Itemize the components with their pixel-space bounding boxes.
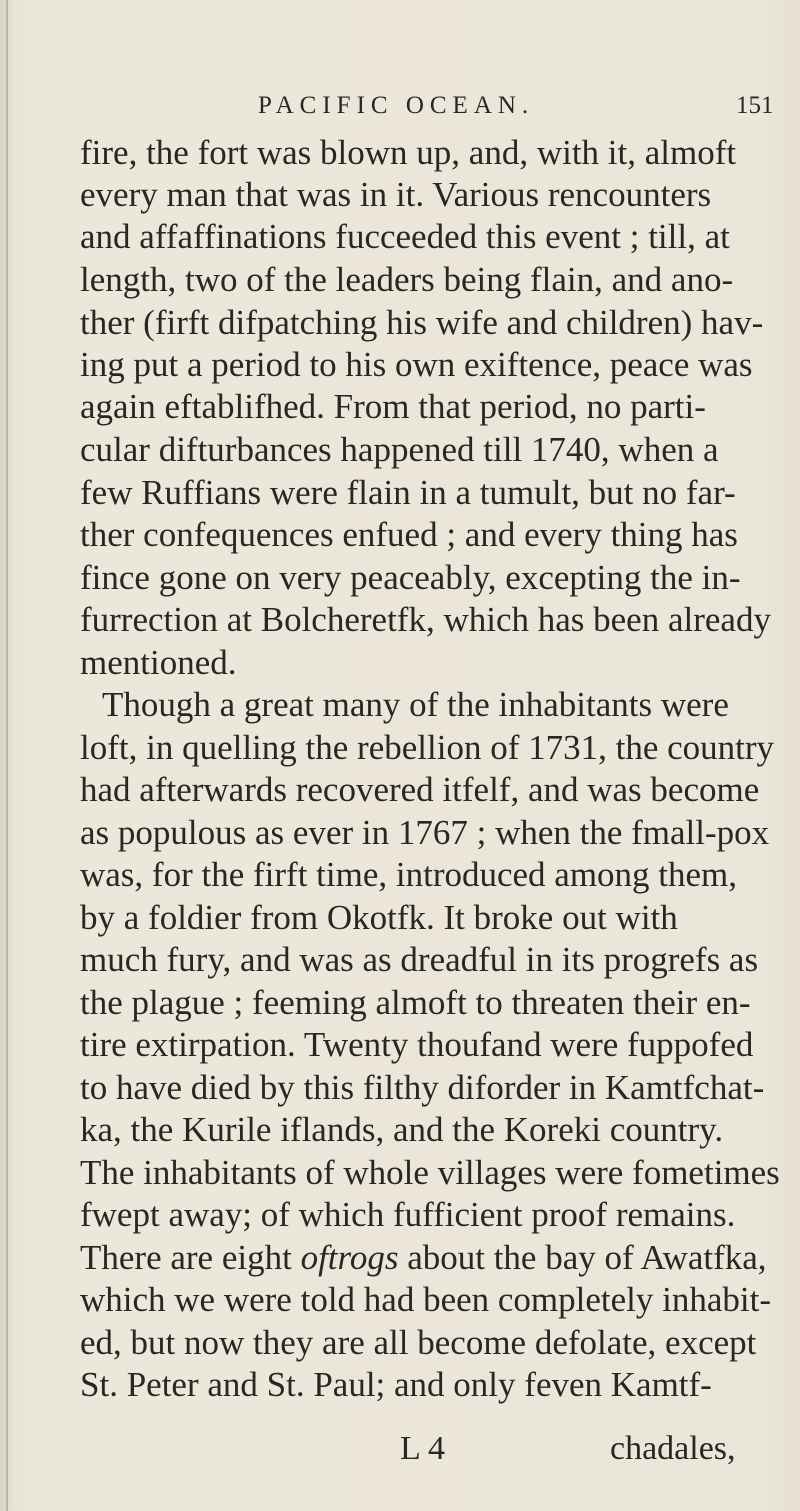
text-line: ther confequences enfued ; and every thing has: [80, 515, 738, 554]
italic-term: oftrogs: [300, 1238, 399, 1277]
text-line: ed, but now they are all become defolate, except: [80, 1323, 757, 1362]
page-number: 151: [736, 92, 774, 119]
text-line: much fury, and was as dreadful in its progrefs as: [80, 940, 759, 979]
text-line: again eftablifhed. From that period, no parti-: [80, 387, 706, 426]
running-title: PACIFIC OCEAN.: [258, 92, 535, 119]
text-line: the plague ; feeming almoft to threaten their en-: [80, 983, 751, 1022]
text-line: cular difturbances happened till 1740, when a: [80, 430, 719, 469]
text-line: was, for the firft time, introduced among them,: [80, 855, 738, 894]
text-span: There are eight: [80, 1238, 301, 1277]
text-line: every man that was in it. Various rencounters: [80, 175, 712, 214]
text-line: by a foldier from Okotfk. It broke out with: [80, 898, 678, 937]
text-line: ing put a period to his own exiftence, peace was: [80, 345, 753, 384]
text-span: about the bay of Awatfka,: [398, 1238, 767, 1277]
text-line: ka, the Kurile iflands, and the Koreki country.: [80, 1110, 724, 1149]
text-line: furrection at Bolcheretfk, which has been already: [80, 600, 771, 639]
text-line: St. Peter and St. Paul; and only feven Kamtf-: [80, 1365, 712, 1404]
signature-mark: L 4: [400, 1430, 446, 1467]
text-line: fire, the fort was blown up, and, with it, almoft: [80, 133, 737, 172]
text-line: as populous as ever in 1767 ; when the fmall-pox: [80, 813, 770, 852]
text-line: tire extirpation. Twenty thoufand were fuppofed: [80, 1025, 754, 1064]
text-line: The inhabitants of whole villages were fometimes: [80, 1153, 780, 1192]
text-line: few Ruffians were flain in a tumult, but no far-: [80, 473, 736, 512]
text-line: ther (firft difpatching his wife and children) hav-: [80, 303, 764, 342]
text-line: had afterwards recovered itfelf, and was become: [80, 770, 760, 809]
text-line: length, two of the leaders being flain, and ano-: [80, 260, 734, 299]
text-line: loft, in quelling the rebellion of 1731, the country: [80, 728, 775, 767]
catchword: chadales,: [610, 1430, 736, 1467]
text-line-with-italic: [80, 1236, 800, 1280]
binding-gutter: [6, 0, 8, 1511]
text-line: which we were told had been completely inhabit-: [80, 1280, 772, 1319]
paragraph-first-line: Though a great many of the inhabitants were: [102, 685, 729, 724]
text-line: mentioned.: [80, 643, 237, 682]
text-line: and affaffinations fucceeded this event ; till, at: [80, 217, 730, 256]
text-line: fince gone on very peaceably, excepting the in-: [80, 558, 741, 597]
text-line: to have died by this filthy diforder in Kamtfchat-: [80, 1068, 765, 1107]
text-line: fwept away; of which fufficient proof remains.: [80, 1195, 736, 1234]
